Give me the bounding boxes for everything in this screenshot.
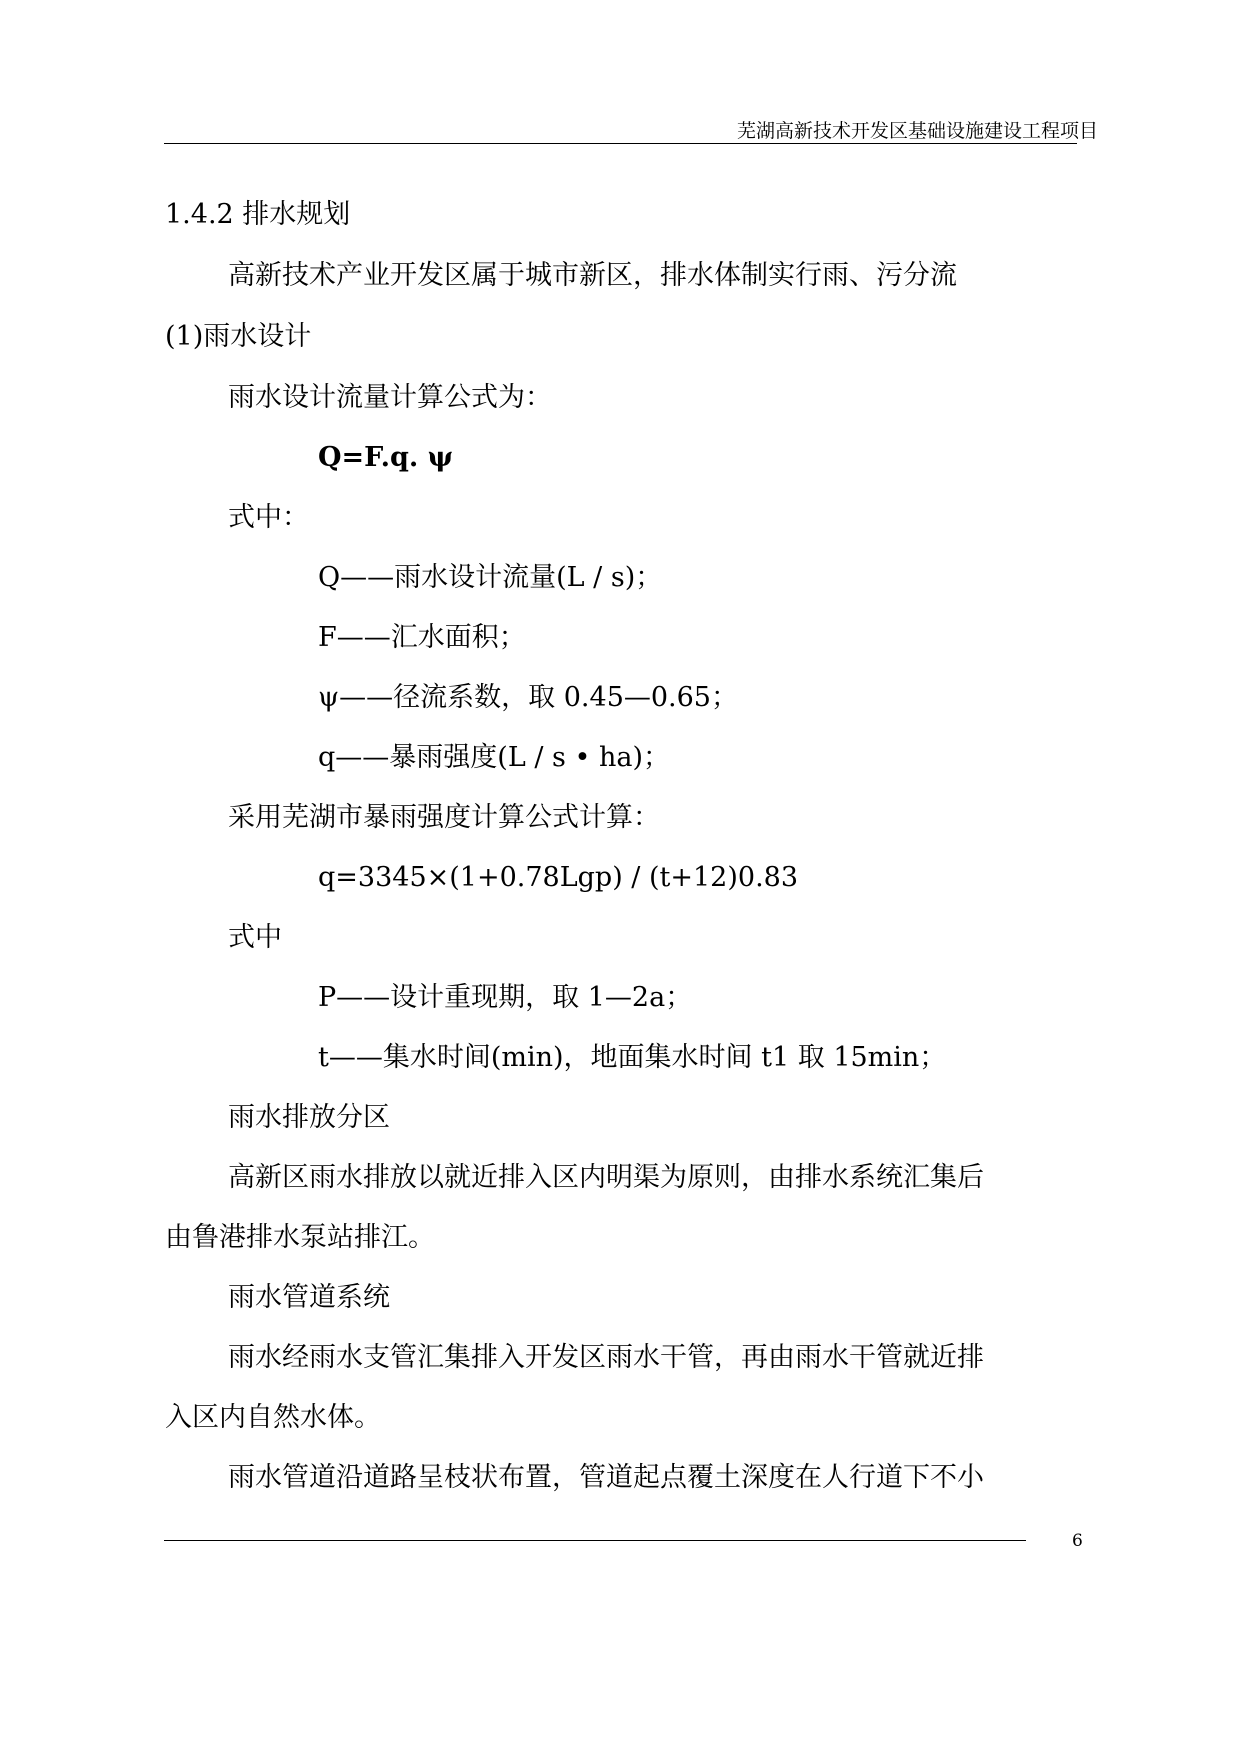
definition-line: P——设计重现期，取 1—2a； [318, 982, 693, 1013]
running-header: 芜湖高新技术开发区基础设施建设工程项目 [736, 120, 1098, 142]
paragraph-line: 高新技术产业开发区属于城市新区，排水体制实行雨、污分流 [228, 260, 957, 291]
page-number: 6 [1072, 1531, 1083, 1551]
definition-line: F——汇水面积； [318, 622, 526, 653]
paragraph-line: 由鲁港排水泵站排江。 [165, 1222, 435, 1253]
subsection-heading: (1)雨水设计 [165, 321, 312, 352]
paragraph-line: 入区内自然水体。 [165, 1402, 381, 1433]
paragraph-line: 雨水排放分区 [228, 1102, 390, 1133]
formula-line: Q=F.q. ψ [318, 442, 454, 473]
paragraph-line: 雨水设计流量计算公式为： [228, 382, 552, 413]
paragraph-line: 高新区雨水排放以就近排入区内明渠为原则，由排水系统汇集后 [228, 1162, 984, 1193]
paragraph-line: 式中： [228, 502, 309, 533]
definition-line: q——暴雨强度(L / s • ha)； [318, 742, 670, 773]
formula-line: q=3345×(1+0.78Lgp) / (t+12)0.83 [318, 862, 799, 893]
paragraph-line: 式中 [228, 922, 282, 953]
paragraph-line: 雨水管道系统 [228, 1282, 390, 1313]
definition-line: Q——雨水设计流量(L / s)； [318, 562, 663, 593]
header-rule [164, 143, 1077, 144]
footer-rule [164, 1540, 1026, 1541]
section-heading: 1.4.2 排水规划 [165, 199, 351, 230]
definition-line: ψ——径流系数，取 0.45—0.65； [318, 682, 738, 713]
paragraph-line: 雨水经雨水支管汇集排入开发区雨水干管，再由雨水干管就近排 [228, 1342, 984, 1373]
definition-line: t——集水时间(min)，地面集水时间 t1 取 15min； [318, 1042, 947, 1073]
paragraph-line: 雨水管道沿道路呈枝状布置，管道起点覆土深度在人行道下不小 [228, 1462, 984, 1493]
paragraph-line: 采用芜湖市暴雨强度计算公式计算： [228, 802, 660, 833]
